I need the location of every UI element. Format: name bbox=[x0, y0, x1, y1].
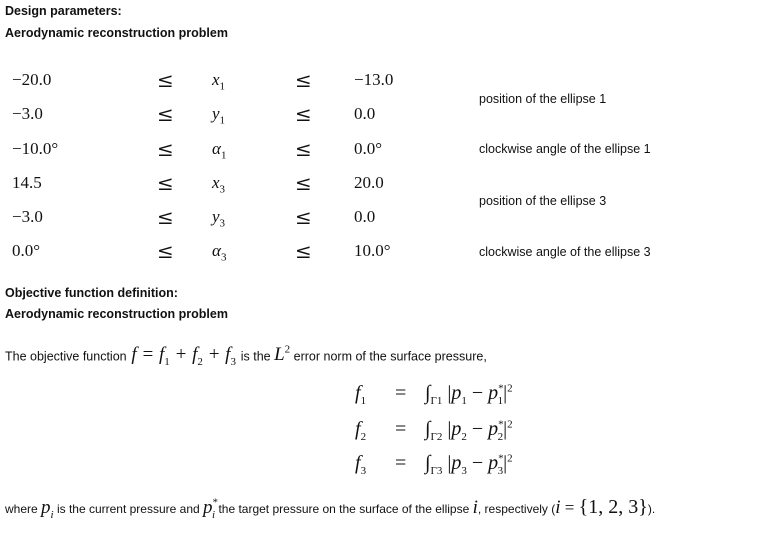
description-position-3: position of the ellipse 3 bbox=[479, 194, 607, 208]
lower-bound: 0.0° bbox=[12, 241, 41, 260]
design-title: Design parameters: bbox=[5, 4, 122, 18]
upper-bound: 10.0° bbox=[354, 241, 391, 260]
leq-symbol: ≤ bbox=[295, 171, 312, 195]
leq-symbol: ≤ bbox=[157, 171, 174, 195]
leq-symbol: ≤ bbox=[295, 102, 312, 126]
leq-symbol: ≤ bbox=[295, 68, 312, 92]
lower-bound: −3.0 bbox=[12, 104, 43, 123]
upper-bound: 0.0 bbox=[354, 104, 376, 123]
description-angle-1: clockwise angle of the ellipse 1 bbox=[479, 142, 651, 156]
param-row bbox=[0, 173, 768, 197]
variable: $x_3$ bbox=[212, 173, 226, 196]
variable: $y_3$ bbox=[212, 207, 226, 230]
param-row bbox=[0, 139, 768, 163]
leq-symbol: ≤ bbox=[295, 137, 312, 161]
param-row bbox=[0, 241, 768, 265]
lower-bound: −3.0 bbox=[12, 207, 43, 226]
lower-bound: 14.5 bbox=[12, 173, 42, 192]
leq-symbol: ≤ bbox=[295, 239, 312, 263]
leq-symbol: ≤ bbox=[157, 137, 174, 161]
upper-bound: −13.0 bbox=[354, 70, 394, 89]
leq-symbol: ≤ bbox=[157, 102, 174, 126]
leq-symbol: ≤ bbox=[295, 205, 312, 229]
variable: $x_1$ bbox=[212, 70, 226, 93]
objective-title: Objective function definition: bbox=[5, 286, 178, 300]
norm-symbol: $L^2$ bbox=[274, 344, 291, 366]
sum-formula: $f = f_1 + f_2 + f_3$ bbox=[126, 344, 236, 369]
description-angle-3: clockwise angle of the ellipse 3 bbox=[479, 245, 651, 259]
design-subtitle: Aerodynamic reconstruction problem bbox=[5, 26, 228, 40]
variable: $y_1$ bbox=[212, 104, 226, 127]
upper-bound: 0.0° bbox=[354, 139, 383, 158]
lower-bound: −10.0° bbox=[12, 139, 59, 158]
upper-bound: 20.0 bbox=[354, 173, 384, 192]
param-row bbox=[0, 104, 768, 128]
param-row bbox=[0, 207, 768, 231]
param-row bbox=[0, 70, 768, 94]
objective-intro: The objective function $f = f_1 + f_2 + f_3$ is the $L^2$ error norm of the surface pressure, bbox=[5, 344, 487, 369]
leq-symbol: ≤ bbox=[157, 239, 174, 263]
where-sentence: where $p_i$ is the current pressure and $p^*_i$ the target pressure on the surface of the ellipse i, respectively (i = {1, 2, 3}). bbox=[5, 496, 656, 521]
upper-bound: 0.0 bbox=[354, 207, 376, 226]
lower-bound: −20.0 bbox=[12, 70, 52, 89]
objective-subtitle: Aerodynamic reconstruction problem bbox=[5, 307, 228, 321]
variable: $\alpha_1$ bbox=[212, 139, 227, 162]
variable: $\alpha_3$ bbox=[212, 241, 227, 264]
description-position-1: position of the ellipse 1 bbox=[479, 92, 607, 106]
leq-symbol: ≤ bbox=[157, 205, 174, 229]
leq-symbol: ≤ bbox=[157, 68, 174, 92]
